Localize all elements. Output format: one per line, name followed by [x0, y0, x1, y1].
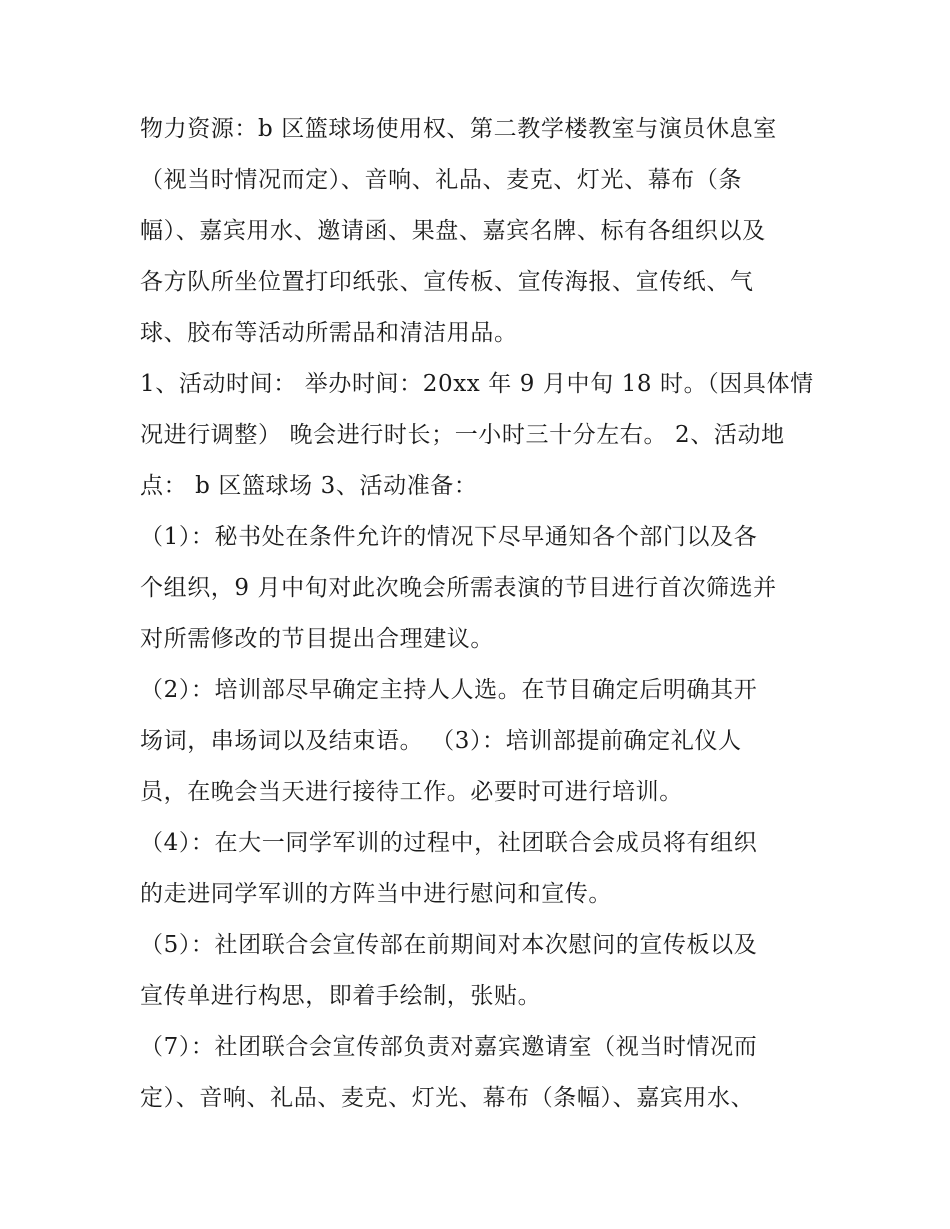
text-line: （7）：社团联合会宣传部负责对嘉宾邀请室（视当时情况而	[140, 1034, 758, 1060]
text-line: 物力资源：b 区篮球场使用权、第二教学楼教室与演员休息室	[140, 116, 777, 142]
text-line: 对所需修改的节目提出合理建议。	[140, 626, 494, 652]
text-line: 员，在晚会当天进行接待工作。必要时可进行培训。	[140, 779, 683, 805]
document-page	[140, 104, 820, 1124]
text-line: 宣传单进行构思，即着手绘制，张贴。	[140, 983, 542, 1009]
text-line: 球、胶布等活动所需品和清洁用品。	[140, 320, 518, 346]
text-line: （视当时情况而定）、音响、礼品、麦克、灯光、幕布（条	[140, 167, 743, 193]
text-line: （4）：在大一同学军训的过程中，社团联合会成员将有组织	[140, 830, 758, 856]
text-line: 点： b 区篮球场 3、活动准备：	[140, 473, 478, 499]
text-line: 场词，串场词以及结束语。 （3）：培训部提前确定礼仪人	[140, 728, 742, 754]
text-line: 况进行调整） 晚会进行时长；一小时三十分左右。 2、活动地	[140, 422, 785, 448]
text-line: 1、活动时间： 举办时间：20xx 年 9 月中旬 18 时。（因具体情	[140, 371, 814, 397]
text-line: 定）、音响、礼品、麦克、灯光、幕布（条幅）、嘉宾用水、	[140, 1085, 755, 1111]
text-line: 的走进同学军训的方阵当中进行慰问和宣传。	[140, 881, 612, 907]
text-line: （5）：社团联合会宣传部在前期间对本次慰问的宣传板以及	[140, 932, 758, 958]
text-line: （2）：培训部尽早确定主持人人选。在节目确定后明确其开	[140, 677, 758, 703]
text-line: （1）：秘书处在条件允许的情况下尽早通知各个部门以及各	[140, 524, 758, 550]
text-line: 个组织，9 月中旬对此次晚会所需表演的节目进行首次筛选并	[140, 575, 777, 601]
text-line: 各方队所坐位置打印纸张、宣传板、宣传海报、宣传纸、气	[140, 269, 754, 295]
text-line: 幅）、嘉宾用水、邀请函、果盘、嘉宾名牌、标有各组织以及	[140, 218, 766, 244]
